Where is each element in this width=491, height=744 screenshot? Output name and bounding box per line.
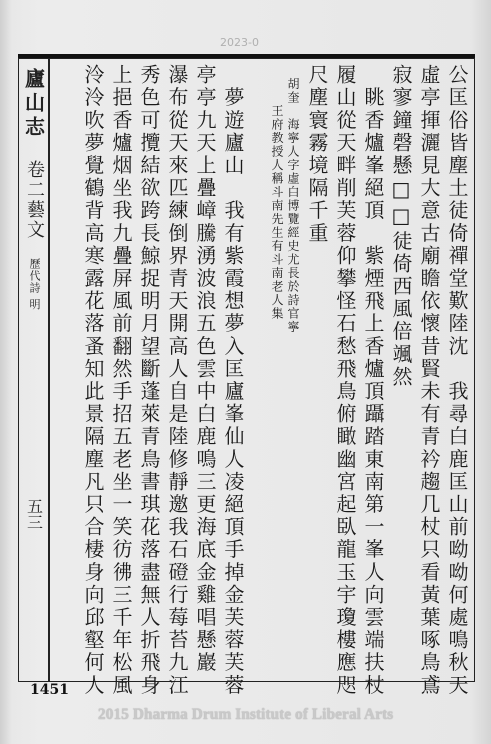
copyright-notice: 2015 Dharma Drum Institute of Liberal Arts (97, 706, 394, 723)
text-column-12: 泠泠吹夢覺鶴背高寒露花落蚤知此景隔塵凡只合棲身向邱壑何人 (81, 64, 105, 697)
text-column-11: 上挹香爐烟坐我九疊屏風前翻然手招五老坐一笑彷彿三千年松風 (109, 64, 133, 697)
page-number: 1451 (30, 682, 69, 698)
text-column-8: 亭亭九天上疊嶂騰湧波浪五色雲中白鹿鳴三更海底金雞唱懸巖 (193, 64, 217, 675)
text-column-3: 寂寥鐘磬懸□□徒倚西風倍颯然 (389, 64, 413, 389)
margin-divider (48, 58, 50, 682)
text-column-10: 秀色可攬結欲跨長鯨捉明月望斷蓬萊青鳥書琪花落盡無人折飛身 (137, 64, 161, 697)
folio-number: 五三 (24, 498, 44, 530)
margin-band (20, 60, 48, 680)
section-title: 卷二藝文 (24, 160, 45, 240)
section-subtitle: 歷代詩 明 (28, 258, 41, 311)
text-column-6: 尺塵寰霧境隔千重 (305, 64, 329, 245)
top-watermark: 2023-0 (220, 36, 259, 49)
text-column-4: 眺香爐峯絕頂 紫煙飛上香爐頂躡踏東南第一峯人向雲端扶杖 (361, 64, 385, 697)
text-column-9: 瀑布從天來匹練倒界青天開高人自是陸修靜邀我石磴行莓苔九江 (165, 64, 189, 697)
text-column-1: 公匡俗皆塵土徒倚禪堂歎陸沈 我尋白鹿匡山前呦呦何處鳴秋天 (445, 64, 469, 697)
text-column-5: 履山從天畔削芙蓉仰攀怪石愁飛鳥俯瞰幽宮起臥龍玉宇瓊樓應咫 (333, 64, 357, 697)
author-note-1: 胡奎 海寧人字虛白博覽經史尤長於詩官寧 (286, 64, 300, 334)
author-note-2: 王府教授人稱斗南先生有斗南老人集 (270, 64, 284, 321)
book-title: 廬山志 (21, 68, 46, 140)
text-column-7: 夢遊廬山 我有紫霞想夢入匡廬峯仙人凌絕頂手掉金芙蓉芙蓉 (221, 64, 245, 697)
text-column-2: 虛亭揮灑見大意古廟瞻依懷昔賢未有青衿趨几杖只看黃葉啄鳥鳶 (417, 64, 441, 697)
